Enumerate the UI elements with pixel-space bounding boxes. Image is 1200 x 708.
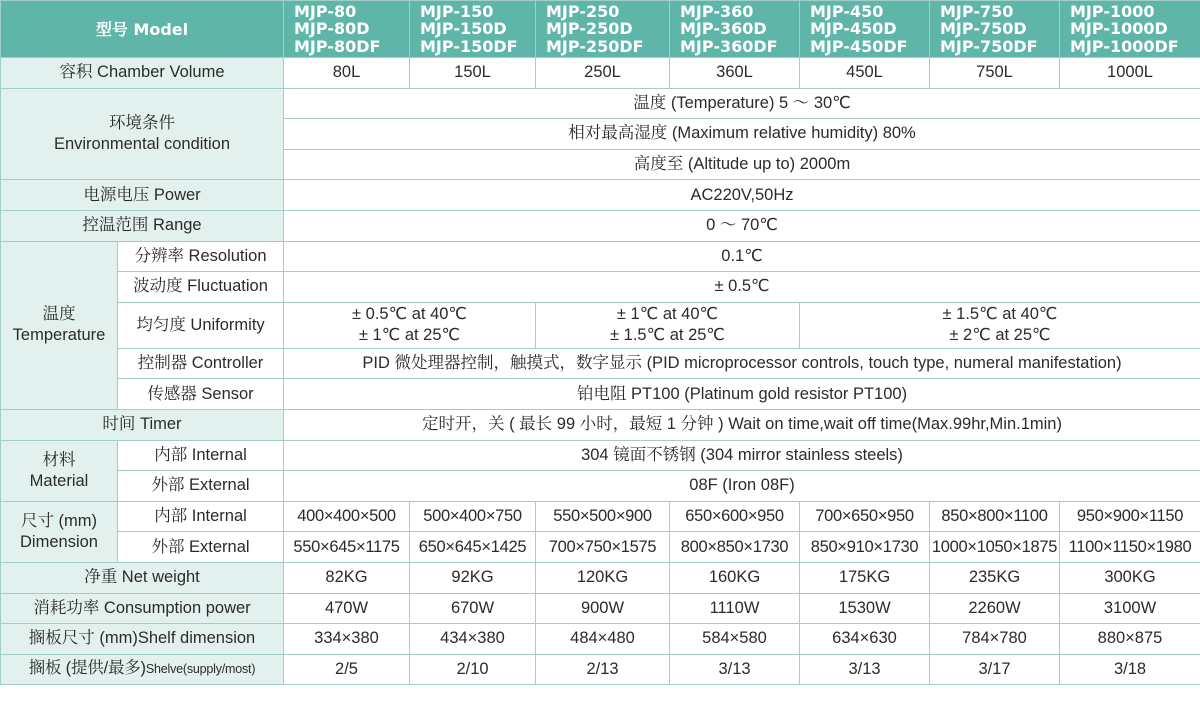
model-column: MJP-750 MJP-750D MJP-750DF (930, 1, 1060, 58)
model-column: MJP-80 MJP-80D MJP-80DF (284, 1, 410, 58)
sub-label: 内部 Internal (118, 501, 284, 532)
table-cell: 450L (800, 58, 930, 89)
table-cell: 550×645×1175 (284, 532, 410, 563)
row-label: 净重 Net weight (1, 562, 284, 593)
table-cell: 3/18 (1060, 654, 1200, 685)
table-cell: 2/5 (284, 654, 410, 685)
sub-label: 控制器 Controller (118, 348, 284, 379)
table-cell: 650×645×1425 (410, 532, 536, 563)
temperature-label: 温度 Temperature (1, 241, 118, 409)
model-column: MJP-150 MJP-150D MJP-150DF (410, 1, 536, 58)
dimension-label: 尺寸 (mm) Dimension (1, 501, 118, 562)
environment-row (1, 88, 1200, 119)
sub-label: 外部 External (118, 471, 284, 502)
environment-altitude: 高度至 (Altitude up to) 2000m (284, 149, 1200, 180)
table-cell: 80L (284, 58, 410, 89)
table-cell: 550×500×900 (536, 501, 670, 532)
table-cell: 700×750×1575 (536, 532, 670, 563)
material-row (1, 471, 1200, 502)
sensor-value: 铂电阻 PT100 (Platinum gold resistor PT100) (284, 379, 1200, 410)
model-column: MJP-250 MJP-250D MJP-250DF (536, 1, 670, 58)
table-cell: 650×600×950 (670, 501, 800, 532)
temperature-row (1, 241, 1200, 272)
uniformity-value: ± 1℃ at 40℃ ± 1.5℃ at 25℃ (536, 302, 800, 348)
shelves-row (1, 654, 1200, 685)
fluctuation-value: ± 0.5℃ (284, 272, 1200, 303)
power-row (1, 180, 1200, 211)
table-cell: 470W (284, 593, 410, 624)
table-cell: 3/13 (670, 654, 800, 685)
resolution-value: 0.1℃ (284, 241, 1200, 272)
shelf-dimension-row (1, 624, 1200, 655)
table-cell: 3100W (1060, 593, 1200, 624)
power-value: AC220V,50Hz (284, 180, 1200, 211)
sub-label: 传感器 Sensor (118, 379, 284, 410)
uniformity-row (1, 302, 1200, 348)
table-cell: 250L (536, 58, 670, 89)
row-label: 容积 Chamber Volume (1, 58, 284, 89)
table-cell: 1110W (670, 593, 800, 624)
table-cell: 1530W (800, 593, 930, 624)
row-label: 搁板 (提供/最多)Shelve(supply/most) (1, 654, 284, 685)
table-cell: 500×400×750 (410, 501, 536, 532)
timer-value: 定时开，关 ( 最长 99 小时，最短 1 分钟 ) Wait on time,wait off time(Max.99hr,Min.1min) (284, 409, 1200, 440)
table-cell: 400×400×500 (284, 501, 410, 532)
table-cell: 160KG (670, 562, 800, 593)
material-internal-value: 304 镜面不锈钢 (304 mirror stainless steels) (284, 440, 1200, 471)
table-cell: 850×910×1730 (800, 532, 930, 563)
table-cell: 484×480 (536, 624, 670, 655)
table-cell: 3/17 (930, 654, 1060, 685)
sub-label: 均匀度 Uniformity (118, 302, 284, 348)
table-cell: 235KG (930, 562, 1060, 593)
model-column: MJP-450 MJP-450D MJP-450DF (800, 1, 930, 58)
controller-value: PID 微处理器控制，触摸式，数字显示 (PID microprocessor controls, touch type, numeral manifestation) (284, 348, 1200, 379)
table-cell: 434×380 (410, 624, 536, 655)
table-cell: 300KG (1060, 562, 1200, 593)
uniformity-value: ± 1.5℃ at 40℃ ± 2℃ at 25℃ (800, 302, 1200, 348)
table-cell: 150L (410, 58, 536, 89)
material-row (1, 440, 1200, 471)
dimension-row (1, 532, 1200, 563)
material-label: 材料 Material (1, 440, 118, 501)
table-cell: 584×580 (670, 624, 800, 655)
table-cell: 2260W (930, 593, 1060, 624)
header-row (1, 1, 1200, 58)
table-cell: 3/13 (800, 654, 930, 685)
material-external-value: 08F (Iron 08F) (284, 471, 1200, 502)
uniformity-value: ± 0.5℃ at 40℃ ± 1℃ at 25℃ (284, 302, 536, 348)
sub-label: 内部 Internal (118, 440, 284, 471)
table-cell: 334×380 (284, 624, 410, 655)
row-label: 时间 Timer (1, 409, 284, 440)
table-cell: 850×800×1100 (930, 501, 1060, 532)
timer-row (1, 409, 1200, 440)
table-cell: 82KG (284, 562, 410, 593)
temperature-row (1, 272, 1200, 303)
table-cell: 92KG (410, 562, 536, 593)
table-cell: 360L (670, 58, 800, 89)
table-cell: 800×850×1730 (670, 532, 800, 563)
range-value: 0 ～ 70℃ (284, 210, 1200, 241)
environment-temperature: 温度 (Temperature) 5 ～ 30℃ (284, 88, 1200, 119)
table-cell: 700×650×950 (800, 501, 930, 532)
sub-label: 外部 External (118, 532, 284, 563)
table-cell: 880×875 (1060, 624, 1200, 655)
table-cell: 634×630 (800, 624, 930, 655)
row-label: 搁板尺寸 (mm)Shelf dimension (1, 624, 284, 655)
sub-label: 分辨率 Resolution (118, 241, 284, 272)
temperature-row (1, 379, 1200, 410)
row-label: 电源电压 Power (1, 180, 284, 211)
chamber-volume-row (1, 58, 1200, 89)
temperature-row (1, 348, 1200, 379)
model-column: MJP-360 MJP-360D MJP-360DF (670, 1, 800, 58)
table-cell: 750L (930, 58, 1060, 89)
table-cell: 2/10 (410, 654, 536, 685)
table-cell: 900W (536, 593, 670, 624)
row-label: 控温范围 Range (1, 210, 284, 241)
consumption-power-row (1, 593, 1200, 624)
range-row (1, 210, 1200, 241)
sub-label: 波动度 Fluctuation (118, 272, 284, 303)
table-cell: 670W (410, 593, 536, 624)
table-cell: 1000L (1060, 58, 1200, 89)
dimension-row (1, 501, 1200, 532)
table-cell: 175KG (800, 562, 930, 593)
row-label: 消耗功率 Consumption power (1, 593, 284, 624)
model-header: 型号 Model (1, 1, 284, 58)
table-cell: 120KG (536, 562, 670, 593)
model-column: MJP-1000 MJP-1000D MJP-1000DF (1060, 1, 1200, 58)
table-cell: 950×900×1150 (1060, 501, 1200, 532)
table-cell: 1000×1050×1875 (930, 532, 1060, 563)
table-cell: 784×780 (930, 624, 1060, 655)
environment-label: 环境条件 Environmental condition (1, 88, 284, 180)
table-cell: 1100×1150×1980 (1060, 532, 1200, 563)
net-weight-row (1, 562, 1200, 593)
environment-humidity: 相对最高湿度 (Maximum relative humidity) 80% (284, 119, 1200, 150)
table-cell: 2/13 (536, 654, 670, 685)
